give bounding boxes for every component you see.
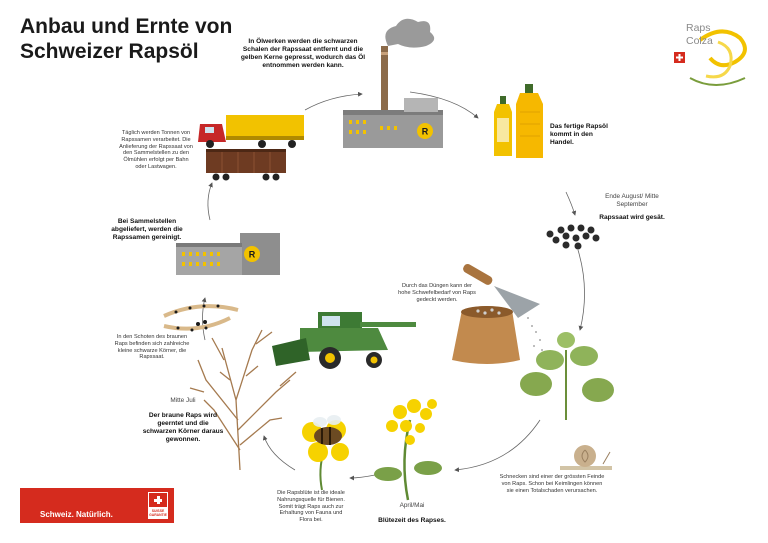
rapeseed-seeds-icon [547, 225, 600, 250]
arrow-growth-to-blossom [455, 420, 540, 470]
badge-label: SUISSE GARANTIE [149, 509, 167, 517]
banner-slogan: Schweiz. Natürlich. [40, 510, 113, 519]
logo-text-colza: Colza [686, 35, 713, 47]
page-title-line-2: Schweizer Rapsöl [20, 40, 199, 63]
caption-snails: Schnecken sind einer der grössten Feinde von Raps. Schon bei Keimlingen können sie einen Totalschaden verursachen. [499, 474, 605, 494]
arrow-bee-to-harvest [264, 436, 295, 470]
factory-letter-top: R [421, 126, 429, 137]
seed-pods-icon [164, 305, 238, 332]
truck-icon [198, 115, 304, 148]
fertilizer-sack-icon [452, 306, 543, 364]
snail-icon [560, 445, 612, 468]
caption-sowing: Rapssaat wird gesät. [599, 214, 665, 221]
flowering-rapeseed-plant-icon [374, 399, 442, 500]
collection-silo-icon [176, 233, 280, 275]
combine-harvester-icon [272, 312, 416, 369]
caption-pods: In den Schoten des braunen Raps befinden sich zahlreiche kleine schwarze Körner, die Rapssaat. [114, 334, 190, 361]
arrow-blossom-to-bee [350, 475, 375, 478]
caption-collection: Bei Sammelstellen abgeliefert, werden die Rapssamen gereinigt. [111, 218, 183, 241]
factory-letter-silo: R [248, 249, 256, 260]
logo-text-raps: Raps [686, 22, 711, 34]
arrow-sowing-to-growth [578, 250, 585, 330]
oil-bottles-icon [494, 84, 543, 158]
caption-harvest: Der braune Raps wird geerntet und die schwarzen Körner daraus gewonnen. [142, 412, 224, 443]
caption-blossom: Blütezeit des Rapses. [378, 517, 446, 524]
date-sowing: Ende August/ Mitte September [605, 193, 659, 208]
rail-wagon-icon [206, 149, 286, 181]
page-title-line-1: Anbau und Ernte von [20, 15, 233, 38]
bee-on-flower-icon [302, 415, 349, 490]
arrow-transport-to-press [305, 94, 362, 110]
caption-transport: Täglich werden Tonnen von Rapssamen verarbeitet. Die Anlieferung der Rapssaat von den Sammelstellen zu den Ölmühlen erfolgt per Bahn oder Lastwagen. [119, 130, 193, 170]
caption-finished-oil: Das fertige Rapsöl kommt in den Handel. [550, 123, 608, 146]
swiss-cross-icon [149, 493, 167, 507]
date-blossom: April/Mai [399, 502, 425, 509]
caption-fertilizing: Durch das Düngen kann der hohe Schwefelbedarf von Raps gedeckt werden. [398, 283, 476, 303]
caption-bees: Die Rapsblüte ist die ideale Nahrungsquelle für Bienen. Somit trägt Raps auch zur Erhaltung von Fauna und Flora bei. [277, 490, 345, 524]
caption-oil-press: In Ölwerken werden die schwarzen Schalen der Rapssaat entfernt und die gelben Kerne gepresst, wodurch das Öl entnommen werden kann. [240, 38, 366, 69]
date-harvest: Mitte Juli [170, 397, 196, 404]
arrow-collection-to-transport [208, 183, 212, 220]
arrow-oil-to-sowing [566, 192, 575, 215]
